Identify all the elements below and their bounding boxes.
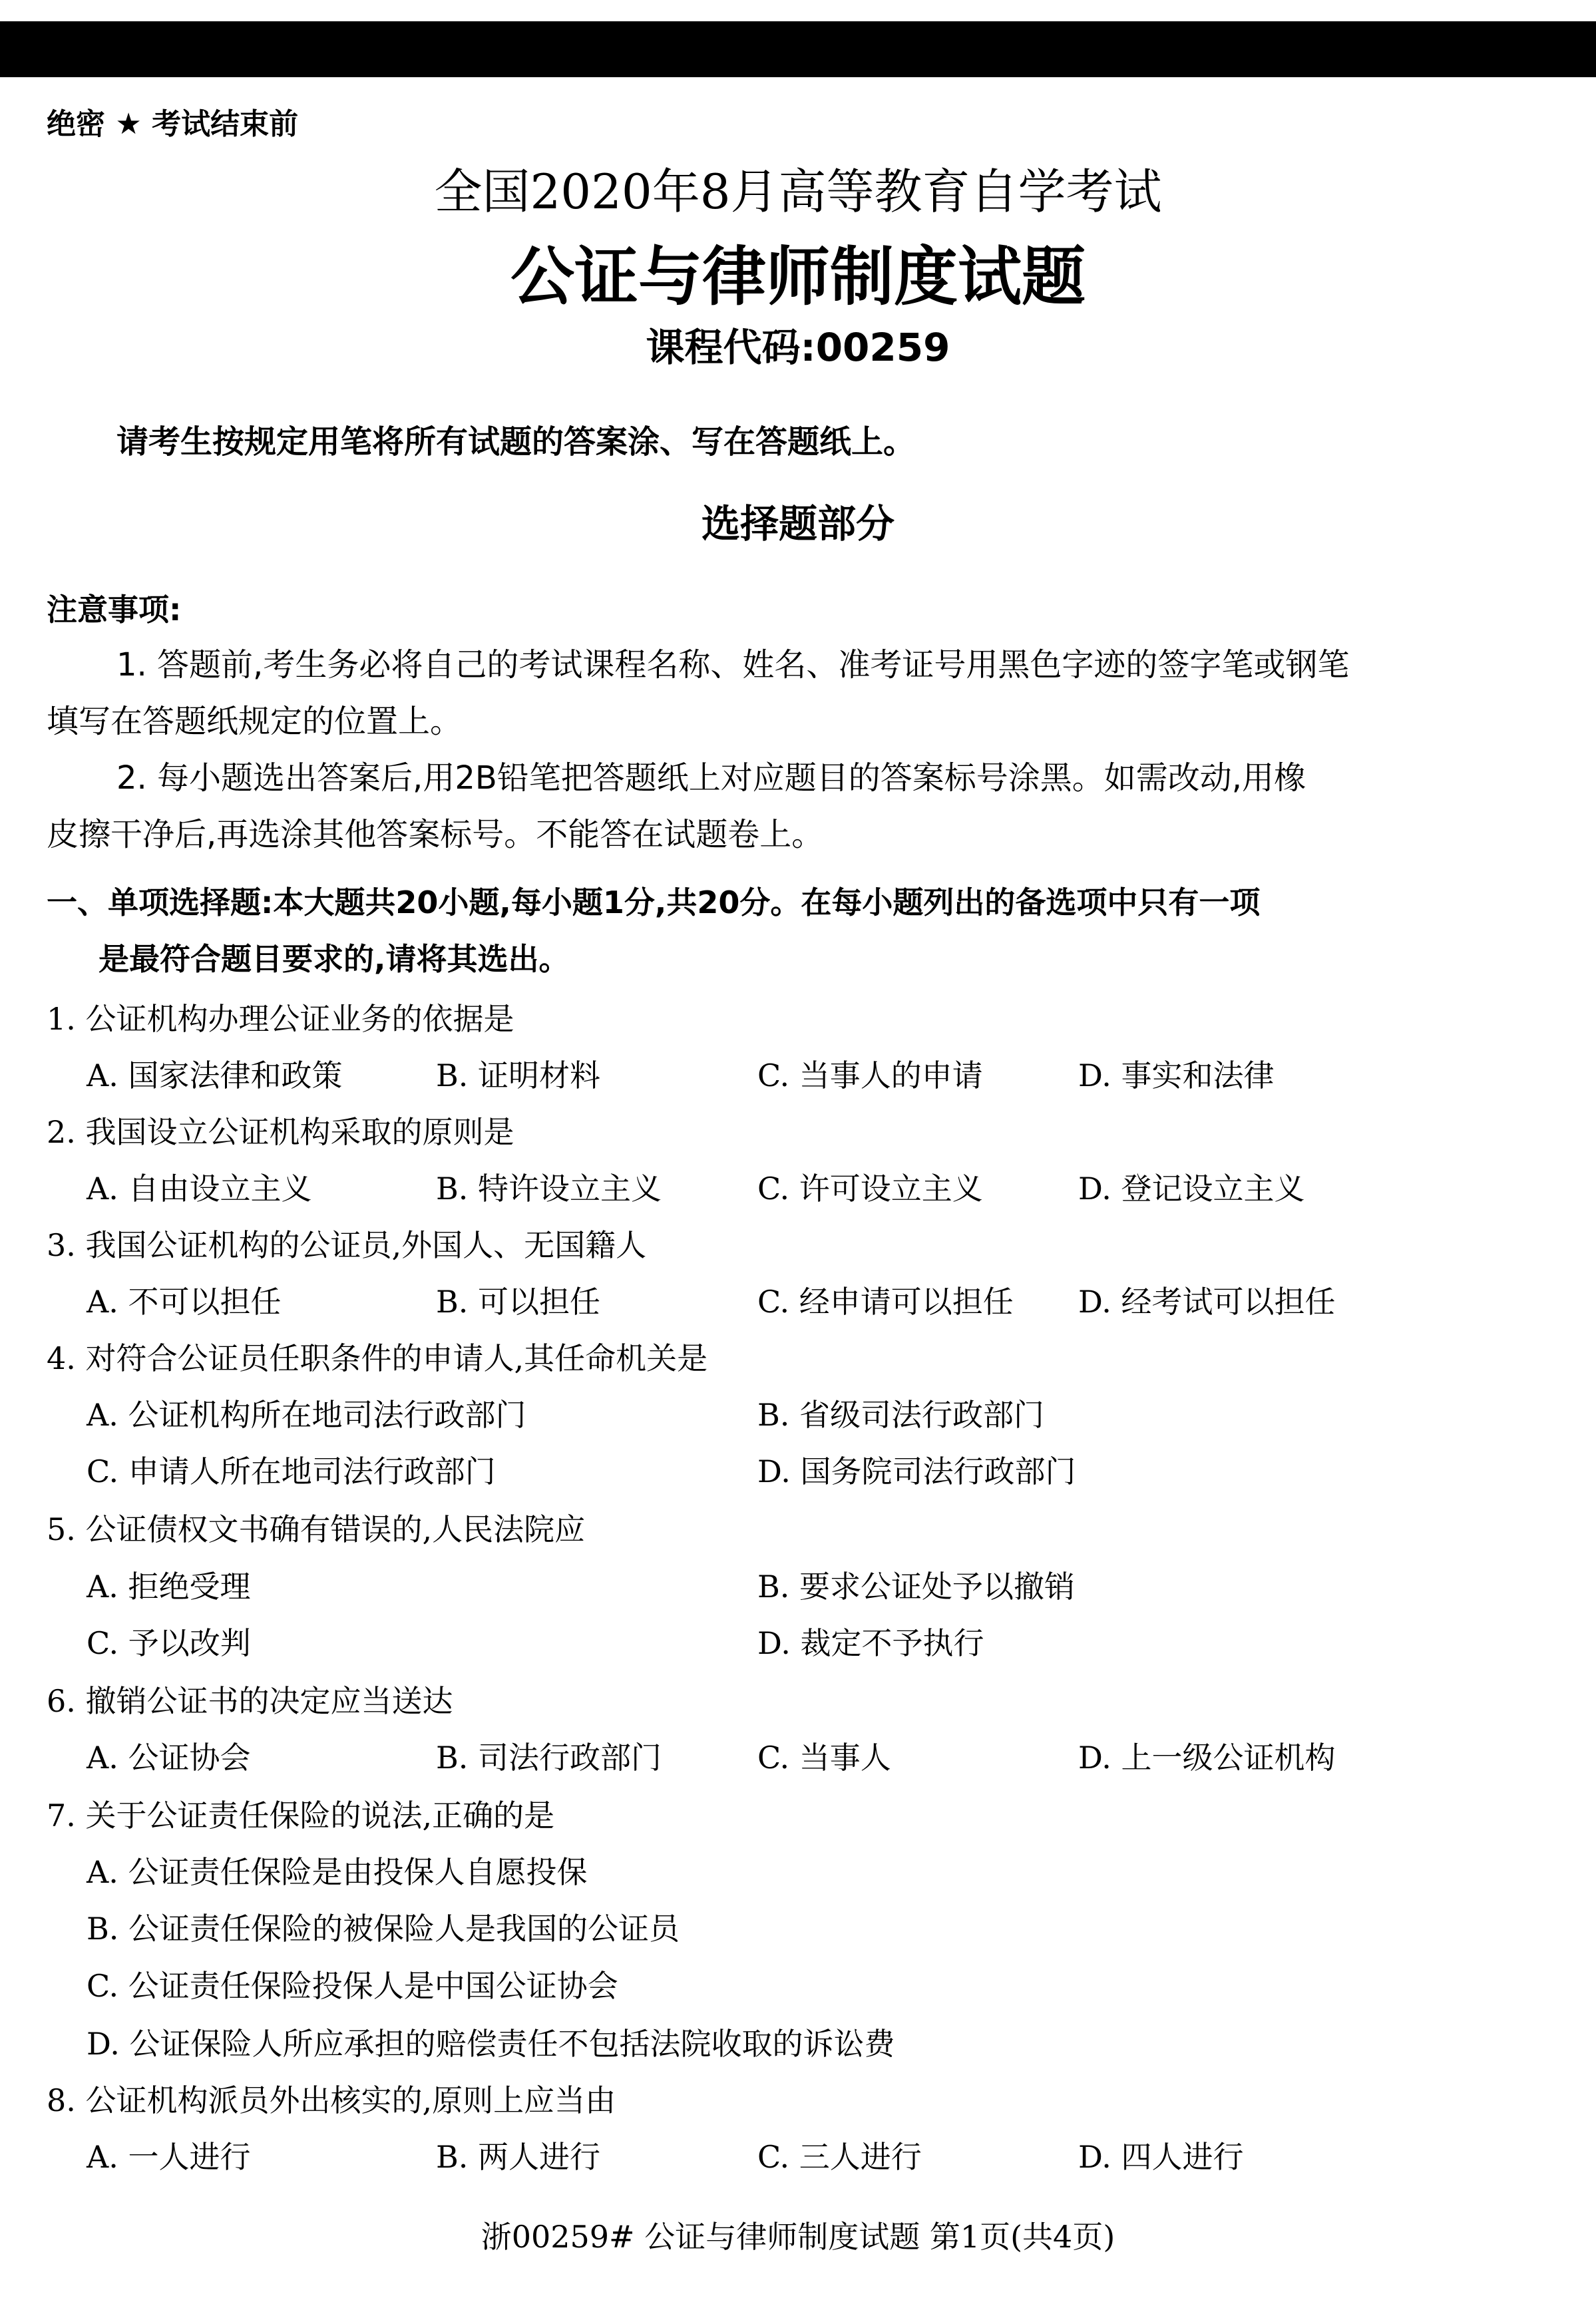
notes-label: 注意事项:: [47, 592, 182, 628]
option-d: D. 公证保险人所应承担的赔偿责任不包括法院收取的诉讼费: [87, 2026, 895, 2062]
option-d: D. 裁定不予执行: [757, 1625, 984, 1661]
option-b: B. 证明材料: [436, 1058, 601, 1093]
option-c: C. 许可设立主义: [757, 1171, 983, 1207]
option-b: B. 要求公证处予以撤销: [757, 1569, 1076, 1605]
option-c: C. 经申请可以担任: [757, 1284, 1014, 1320]
option-b: B. 特许设立主义: [436, 1171, 662, 1207]
option-a: A. 公证协会: [87, 1740, 251, 1776]
option-a: A. 公证责任保险是由投保人自愿投保: [87, 1854, 588, 1890]
question-stem: 7. 关于公证责任保险的说法,正确的是: [47, 1798, 555, 1833]
course-code: 课程代码:00259: [646, 325, 950, 370]
option-a: A. 公证机构所在地司法行政部门: [87, 1397, 526, 1433]
option-a: A. 一人进行: [87, 2139, 251, 2175]
confidential-label: 绝密 ★ 考试结束前: [47, 107, 299, 141]
page-footer: 浙00259# 公证与律师制度试题 第1页(共4页): [481, 2219, 1115, 2255]
note-line: 1. 答题前,考生务必将自己的考试课程名称、姓名、准考证号用黑色字迹的签字笔或钢笔: [116, 646, 1350, 683]
option-b: B. 可以担任: [436, 1284, 601, 1320]
note-line: 填写在答题纸规定的位置上。: [47, 703, 463, 740]
part-header: 一、单项选择题:本大题共20小题,每小题1分,共20分。在每小题列出的备选项中只有一项: [47, 884, 1261, 920]
question-stem: 6. 撤销公证书的决定应当送达: [47, 1683, 453, 1719]
question-stem: 8. 公证机构派员外出核实的,原则上应当由: [47, 2082, 616, 2118]
top-black-bar: [0, 21, 1596, 77]
option-d: D. 经考试可以担任: [1078, 1284, 1336, 1320]
option-c: C. 三人进行: [757, 2139, 922, 2175]
option-a: A. 国家法律和政策: [87, 1058, 343, 1093]
part-header: 是最符合题目要求的,请将其选出。: [99, 941, 570, 977]
section-heading: 选择题部分: [701, 501, 895, 546]
question-stem: 2. 我国设立公证机构采取的原则是: [47, 1114, 514, 1150]
option-d: D. 事实和法律: [1078, 1058, 1275, 1093]
option-b: B. 省级司法行政部门: [757, 1397, 1045, 1433]
question-stem: 1. 公证机构办理公证业务的依据是: [47, 1001, 514, 1037]
note-line: 皮擦干净后,再选涂其他答案标号。不能答在试题卷上。: [47, 816, 824, 853]
option-a: A. 自由设立主义: [87, 1171, 312, 1207]
instruction: 请考生按规定用笔将所有试题的答案涂、写在答题纸上。: [116, 423, 916, 461]
option-a: A. 拒绝受理: [87, 1569, 251, 1605]
option-d: D. 登记设立主义: [1078, 1171, 1305, 1207]
subject-title: 公证与律师制度试题: [510, 240, 1086, 314]
option-d: D. 国务院司法行政部门: [757, 1453, 1076, 1489]
option-b: B. 两人进行: [436, 2139, 601, 2175]
option-c: C. 公证责任保险投保人是中国公证协会: [87, 1968, 618, 2004]
option-d: D. 四人进行: [1078, 2139, 1244, 2175]
option-b: B. 公证责任保险的被保险人是我国的公证员: [87, 1911, 680, 1947]
question-stem: 4. 对符合公证员任职条件的申请人,其任命机关是: [47, 1340, 708, 1376]
note-line: 2. 每小题选出答案后,用2B铅笔把答题纸上对应题目的答案标号涂黑。如需改动,用橡: [116, 759, 1306, 797]
option-c: C. 当事人: [757, 1740, 891, 1776]
option-d: D. 上一级公证机构: [1078, 1740, 1336, 1776]
option-c: C. 当事人的申请: [757, 1058, 983, 1093]
question-stem: 3. 我国公证机构的公证员,外国人、无国籍人: [47, 1227, 647, 1263]
exam-title: 全国2020年8月高等教育自学考试: [434, 164, 1162, 220]
option-c: C. 申请人所在地司法行政部门: [87, 1453, 496, 1489]
question-stem: 5. 公证债权文书确有错误的,人民法院应: [47, 1511, 586, 1547]
option-c: C. 予以改判: [87, 1625, 251, 1661]
option-a: A. 不可以担任: [87, 1284, 282, 1320]
option-b: B. 司法行政部门: [436, 1740, 662, 1776]
